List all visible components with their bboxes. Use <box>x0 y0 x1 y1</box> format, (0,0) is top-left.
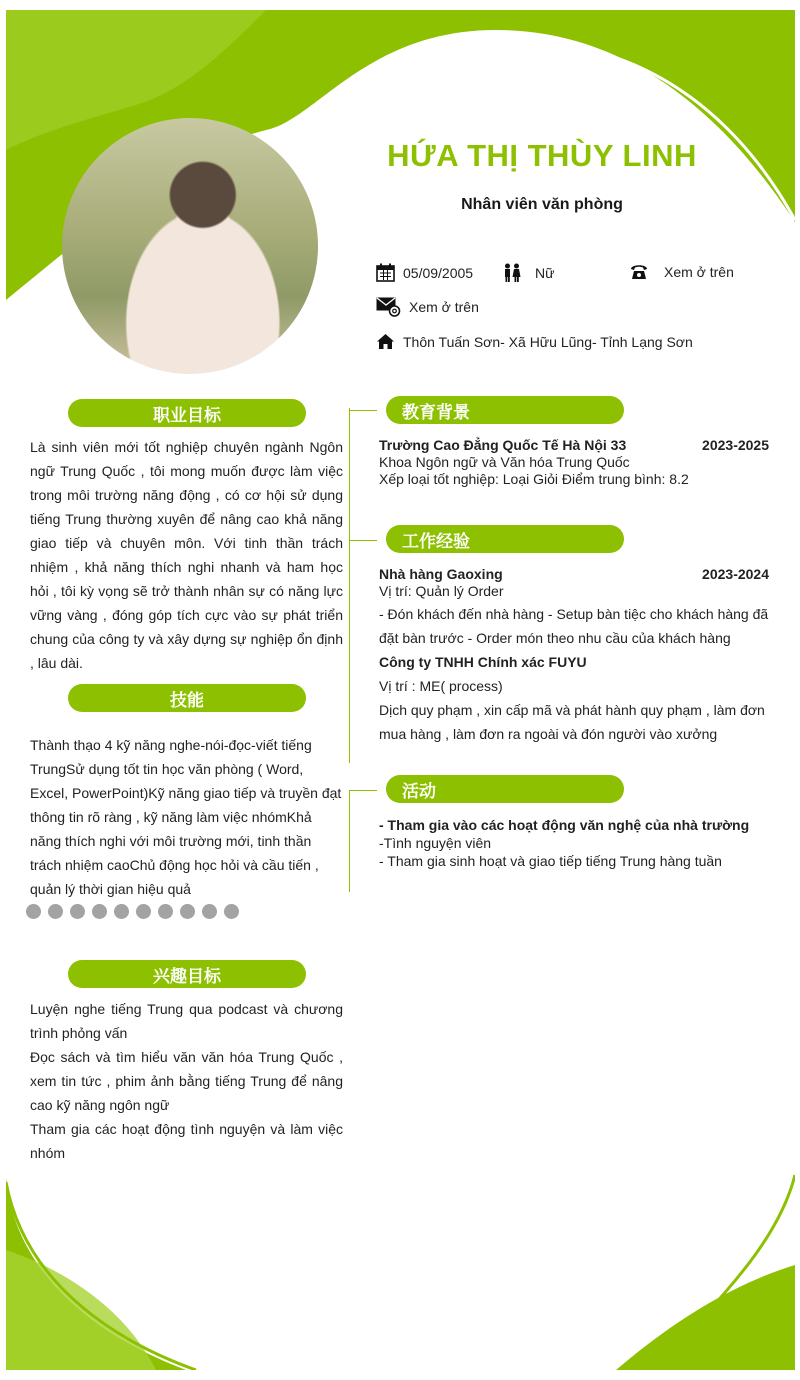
interest-item: Đọc sách và tìm hiểu văn văn hóa Trung Quốc , xem tin tức , phim ảnh bằng tiếng Trung để nâng cao kỹ năng ngôn ngữ <box>30 1049 343 1113</box>
rating-dot <box>158 904 173 919</box>
calendar-icon <box>376 263 395 282</box>
company-name: Công ty TNHH Chính xác FUYU <box>379 654 587 670</box>
interests-list <box>30 997 343 1165</box>
rating-dot <box>48 904 63 919</box>
rating-dot <box>224 904 239 919</box>
work-entry <box>379 566 769 746</box>
profile-photo <box>62 118 318 374</box>
phone-text: Xem ở trên <box>664 263 734 280</box>
timeline-tick <box>349 790 377 791</box>
activities-entry <box>379 816 769 870</box>
objective-heading: 职业目标 <box>68 399 306 427</box>
birthdate-text: 05/09/2005 <box>403 264 474 281</box>
timeline-tick <box>349 540 377 541</box>
address-info <box>376 333 693 350</box>
home-icon <box>376 333 395 350</box>
email-info <box>376 297 479 317</box>
education-period: 2023-2025 <box>702 437 769 453</box>
birthdate-info <box>376 263 473 282</box>
job-title: Nhân viên văn phòng <box>461 196 623 213</box>
duties-text: - Đón khách đến nhà hàng - Setup bàn tiệc cho khách hàng đã đặt bàn trước - Order món theo nhu cầu của khách hàng <box>379 606 769 646</box>
duties-text: Dịch quy phạm , xin cấp mã và phát hành quy phạm , làm đơn mua hàng , làm đơn ra ngoài và đón người vào xưởng <box>379 702 765 742</box>
activity-item: - Tham gia vào các hoạt động văn nghệ của nhà trường <box>379 817 750 833</box>
position-text: Vị trí : ME( process) <box>379 678 503 694</box>
gender-info <box>503 263 554 282</box>
address-text: Thôn Tuấn Sơn- Xã Hữu Lũng- Tỉnh Lạng Sơn <box>403 333 693 350</box>
activity-item: -Tình nguyện viên <box>379 835 492 851</box>
objective-text: Là sinh viên mới tốt nghiệp chuyên ngành Ngôn ngữ Trung Quốc , tôi mong muốn được làm việc trong môi trường năng động , có cơ hội sử dụng tiếng Trung thường xuyên để nâng cao khả năng giao tiếp và chuyên môn. Với tinh thần trách nhiệm , khả năng thích nghi nhanh và ham học hỏi , tôi kỳ vọng sẽ trở thành nhân sự có năng lực vững vàng , đóng góp tích cực vào sự phát triển chung của công ty và xây dựng sự nghiệp ổn định , lâu dài. <box>30 439 343 671</box>
email-text: Xem ở trên <box>409 299 479 315</box>
education-heading: 教育背景 <box>386 396 624 424</box>
rating-dot <box>202 904 217 919</box>
rating-dot <box>26 904 41 919</box>
gender-icon <box>503 263 521 282</box>
rating-dot <box>180 904 195 919</box>
work-heading: 工作经验 <box>386 525 624 553</box>
skills-heading: 技能 <box>68 684 306 712</box>
education-entry <box>379 437 769 488</box>
email-icon <box>376 297 401 317</box>
rating-dot <box>136 904 151 919</box>
interest-item: Luyện nghe tiếng Trung qua podcast và chương trình phỏng vấn <box>30 1001 343 1041</box>
position-text: Vị trí: Quản lý Order <box>379 583 504 599</box>
phone-icon <box>630 263 648 280</box>
timeline-tick <box>349 410 377 411</box>
faculty-text: Khoa Ngôn ngữ và Văn hóa Trung Quốc <box>379 454 630 470</box>
school-name: Trường Cao Đẳng Quốc Tế Hà Nội 33 <box>379 437 627 453</box>
graduation-result: Xếp loại tốt nghiệp: Loại Giỏi Điểm trung bình: 8.2 <box>379 471 689 487</box>
timeline-line <box>349 408 350 763</box>
rating-dot <box>92 904 107 919</box>
timeline-line <box>349 790 350 892</box>
candidate-name: HỨA THỊ THÙY LINH <box>387 138 697 173</box>
rating-dot <box>114 904 129 919</box>
gender-text: Nữ <box>535 264 555 281</box>
activity-item: - Tham gia sinh hoạt và giao tiếp tiếng Trung hàng tuần <box>379 853 722 869</box>
skill-rating-dots <box>26 904 239 919</box>
work-period: 2023-2024 <box>702 566 769 582</box>
company-name: Nhà hàng Gaoxing <box>379 566 503 582</box>
rating-dot <box>70 904 85 919</box>
interest-item: Tham gia các hoạt động tình nguyện và làm việc nhóm <box>30 1121 343 1161</box>
interests-heading: 兴趣目标 <box>68 960 306 988</box>
phone-info <box>630 263 734 280</box>
activities-heading: 活动 <box>386 775 624 803</box>
skills-text: Thành thạo 4 kỹ năng nghe-nói-đọc-viết tiếng TrungSử dụng tốt tin học văn phòng ( Word, Excel, PowerPoint)Kỹ năng giao tiếp và truyền đạt thông tin rõ ràng , kỹ năng làm việc nhómKhả năng thích nghi với môi trường mới, tinh thần trách nhiệm caoChủ động học hỏi và cầu tiến , quản lý thời gian hiệu quả <box>30 737 342 897</box>
